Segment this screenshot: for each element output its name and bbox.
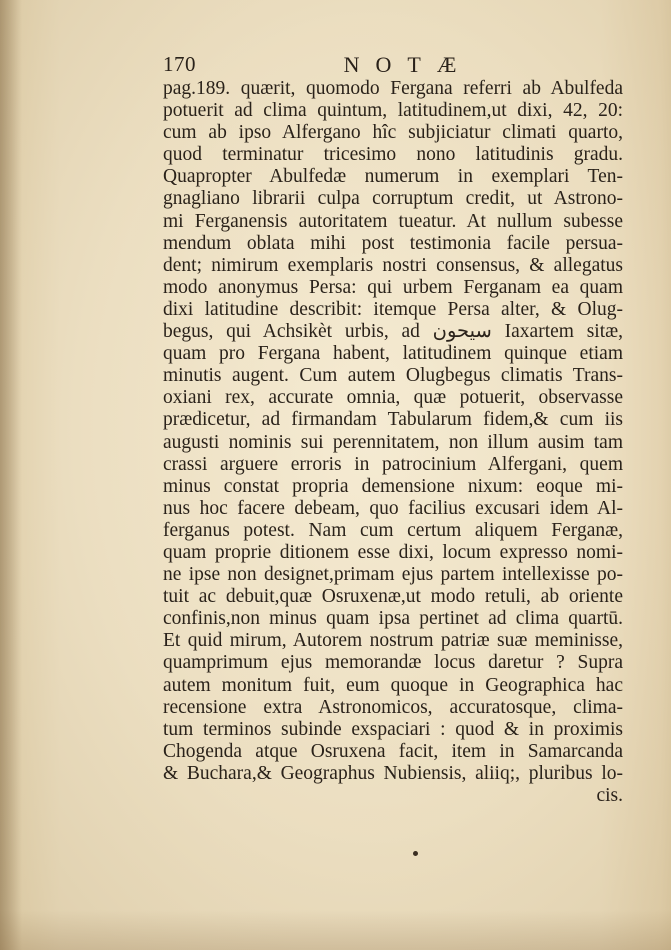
text-line: & Buchara,& Geographus Nubiensis, aliiq;, pluribus lo- bbox=[163, 762, 623, 784]
page-header bbox=[163, 52, 623, 80]
text-line: Chogenda atque Osruxena facit, item in Samarcanda bbox=[163, 740, 623, 762]
text-line: tuit ac debuit,quæ Osruxenæ,ut modo retuli, ab oriente bbox=[163, 586, 623, 608]
text-line: quamprimum ejus memorandæ locus daretur ? Supra bbox=[163, 652, 623, 674]
page-edge-shadow bbox=[0, 910, 671, 950]
text-line: augusti nominis sui perennitatem, non illum ausim tam bbox=[163, 431, 623, 453]
text-line: potuerit ad clima quintum, latitudinem,ut dixi, 42, 20: bbox=[163, 100, 623, 122]
text-line-catchword: cis. bbox=[596, 785, 623, 806]
text-line: crassi arguere erroris in patrocinium Alfergani, quem bbox=[163, 453, 623, 475]
text-line: recensione extra Astronomicos, accuratosque, clima- bbox=[163, 696, 623, 718]
text-line: modo anonymus Persa: qui urbem Ferganam ea quam bbox=[163, 276, 623, 298]
text-line: nus hoc facere debeam, quo facilius excusari idem Al- bbox=[163, 497, 623, 519]
text-line: minus constat propria demensione nixum: eoque mi- bbox=[163, 475, 623, 497]
page-number: 170 bbox=[163, 52, 196, 76]
text-line: tum terminos subinde exspaciari : quod & in proximis bbox=[163, 718, 623, 740]
text-line: gnagliano librarii culpa corruptum credit, ut Astrono- bbox=[163, 188, 623, 210]
text-line: mi Ferganensis autoritatem tueatur. At nullum subesse bbox=[163, 210, 623, 232]
text-line: Quapropter Abulfedæ numerum in exemplari Ten- bbox=[163, 166, 623, 188]
running-head: NOTÆ bbox=[343, 52, 473, 77]
text-line: oxiani rex, accurate omnia, quæ potuerit, observasse bbox=[163, 387, 623, 409]
text-line: quam pro Fergana habent, latitudinem quinque etiam bbox=[163, 343, 623, 365]
text-line: confinis,non minus quam ipsa pertinet ad clima quartū. bbox=[163, 608, 623, 630]
text-line: quod terminatur tricesimo nono latitudinis gradu. bbox=[163, 144, 623, 166]
ink-dot bbox=[413, 851, 418, 856]
text-line: ferganus potest. Nam cum certum aliquem Ferganæ, bbox=[163, 519, 623, 541]
text-line: cum ab ipso Alfergano hîc subjiciatur climati quarto, bbox=[163, 122, 623, 144]
text-line: pag.189. quærit, quomodo Fergana referri ab Abulfeda bbox=[163, 78, 623, 99]
text-line: minutis augent. Cum autem Olugbegus climatis Trans- bbox=[163, 365, 623, 387]
text-line: dent; nimirum exemplaris nostri consensus, & allegatus bbox=[163, 254, 623, 276]
body-text bbox=[163, 78, 623, 807]
text-line: dixi latitudine describit: itemque Persa alter, & Olug- bbox=[163, 298, 623, 320]
text-line: begus, qui Achsikèt urbis, ad سيحون Iaxartem sitæ, bbox=[163, 321, 624, 343]
binding-shadow bbox=[0, 0, 22, 950]
text-line: autem monitum fuit, eum quoque in Geographica hac bbox=[163, 674, 623, 696]
text-line: Et quid mirum, Autorem nostrum patriæ suæ meminisse, bbox=[163, 630, 623, 652]
text-line: prædicetur, ad firmandam Tabularum fidem,& cum iis bbox=[163, 409, 623, 431]
text-line: mendum oblata mihi post testimonia facile persua- bbox=[163, 232, 623, 254]
text-line: ne ipse non designet,primam ejus partem intellexisse po- bbox=[163, 564, 623, 586]
text-line: quam proprie ditionem esse dixi, locum expresso nomi- bbox=[163, 541, 623, 563]
